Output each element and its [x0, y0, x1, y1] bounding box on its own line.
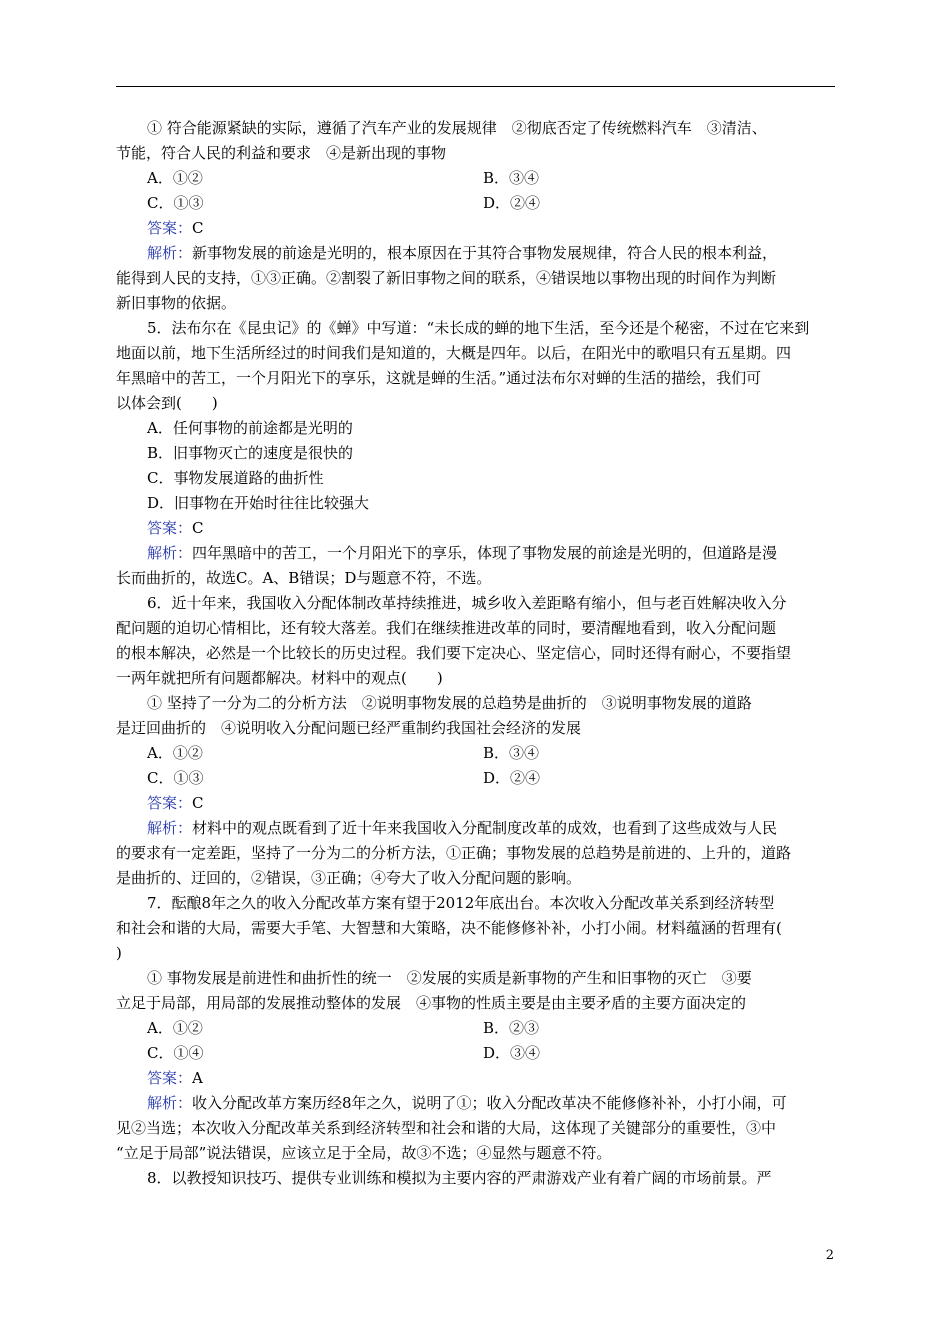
- text-line: ): [116, 944, 122, 962]
- option-right: B．③④: [483, 744, 540, 762]
- analysis-line: [116, 541, 836, 566]
- analysis-line: [116, 241, 836, 266]
- options-row: [116, 1016, 836, 1041]
- answer-label: 答案：: [147, 519, 193, 537]
- text-line: 年黑暗中的苦工，一个月阳光下的享乐，这就是蝉的生活。”通过法布尔对蝉的生活的描绘，我们可: [116, 369, 762, 387]
- text-line: 立足于局部，用局部的发展推动整体的发展 ④事物的性质主要是由主要矛盾的主要方面决定的: [116, 994, 747, 1012]
- text-line: 的根本解决，必然是一个比较长的历史过程。我们要下定决心、坚定信心，同时还得有耐心，不要指望: [116, 644, 792, 662]
- analysis-label: 解析：: [147, 244, 193, 262]
- analysis-line: [116, 1091, 836, 1116]
- text-line: 8．以教授知识技巧、提供专业训练和模拟为主要内容的严肃游戏产业有着广阔的市场前景。严: [147, 1169, 772, 1187]
- analysis-label: 解析：: [147, 819, 193, 837]
- text-line: 是曲折的、迂回的，②错误，③正确；④夸大了收入分配问题的影响。: [116, 869, 582, 887]
- text-line: ① 符合能源紧缺的实际，遵循了汽车产业的发展规律 ②彻底否定了传统燃料汽车 ③清洁、: [147, 119, 767, 137]
- text-line: C．事物发展道路的曲折性: [147, 469, 324, 487]
- analysis-text: 四年黑暗中的苦工，一个月阳光下的享乐，体现了事物发展的前途是光明的，但道路是漫: [192, 544, 778, 562]
- analysis-text: 新事物发展的前途是光明的，根本原因在于其符合事物发展规律，符合人民的根本利益，: [192, 244, 778, 262]
- answer-line: [116, 216, 836, 241]
- option-left: C．①③: [147, 769, 204, 787]
- text-line: 能得到人民的支持，①③正确。②割裂了新旧事物之间的联系，④错误地以事物出现的时间作为判断: [116, 269, 777, 287]
- text-line: 节能，符合人民的利益和要求 ④是新出现的事物: [116, 144, 447, 162]
- option-left: A．①②: [147, 1019, 203, 1037]
- analysis-label: 解析：: [147, 1094, 193, 1112]
- text-line: A．任何事物的前途都是光明的: [147, 419, 353, 437]
- option-right: D．②④: [483, 769, 541, 787]
- text-line: 一两年就把所有问题都解决。材料中的观点( ): [116, 669, 443, 687]
- answer-line: [116, 791, 836, 816]
- options-row: [116, 741, 836, 766]
- text-line: 6．近十年来，我国收入分配体制改革持续推进，城乡收入差距略有缩小，但与老百姓解决收入分: [147, 594, 787, 612]
- text-line: 地面以前，地下生活所经过的时间我们是知道的，大概是四年。以后，在阳光中的歌唱只有五星期。四: [116, 344, 792, 362]
- answer-label: 答案：: [147, 1069, 193, 1087]
- text-line: 是迂回曲折的 ④说明收入分配问题已经严重制约我国社会经济的发展: [116, 719, 582, 737]
- option-right: D．②④: [483, 194, 541, 212]
- text-line: 配问题的迫切心情相比，还有较大落差。我们在继续推进改革的同时，要清醒地看到，收入分配问题: [116, 619, 777, 637]
- text-line: 以体会到( ): [116, 394, 218, 412]
- answer-text: C: [192, 519, 204, 537]
- options-row: [116, 166, 836, 191]
- answer-line: [116, 1066, 836, 1091]
- answer-line: [116, 516, 836, 541]
- answer-text: C: [192, 219, 204, 237]
- text-line: ① 事物发展是前进性和曲折性的统一 ②发展的实质是新事物的产生和旧事物的灭亡 ③要: [147, 969, 752, 987]
- text-line: 7．酝酿8年之久的收入分配改革方案有望于2012年底出台。本次收入分配改革关系到经济转型: [147, 894, 775, 912]
- analysis-text: 材料中的观点既看到了近十年来我国收入分配制度改革的成效，也看到了这些成效与人民: [192, 819, 778, 837]
- option-right: D．③④: [483, 1044, 541, 1062]
- page-number: 2: [825, 1248, 834, 1263]
- option-left: A．①②: [147, 744, 203, 762]
- document-body: [116, 116, 836, 1191]
- option-left: C．①④: [147, 1044, 204, 1062]
- option-right: B．③④: [483, 169, 540, 187]
- text-line: D．旧事物在开始时往往比较强大: [147, 494, 370, 512]
- options-row: [116, 191, 836, 216]
- analysis-text: 收入分配改革方案历经8年之久，说明了①；收入分配改革决不能修修补补，小打小闹，可: [192, 1094, 787, 1112]
- answer-label: 答案：: [147, 794, 193, 812]
- answer-text: A: [192, 1069, 203, 1087]
- text-line: 新旧事物的依据。: [116, 294, 237, 312]
- text-line: 的要求有一定差距，坚持了一分为二的分析方法，①正确；事物发展的总趋势是前进的、上升的，道路: [116, 844, 792, 862]
- text-line: 见②当选；本次收入分配改革关系到经济转型和社会和谐的大局，这体现了关键部分的重要性，③中: [116, 1119, 777, 1137]
- text-line: B．旧事物灭亡的速度是很快的: [147, 444, 354, 462]
- option-left: C．①③: [147, 194, 204, 212]
- options-row: [116, 766, 836, 791]
- analysis-line: [116, 816, 836, 841]
- header-rule: [116, 86, 835, 87]
- answer-text: C: [192, 794, 204, 812]
- text-line: ① 坚持了一分为二的分析方法 ②说明事物发展的总趋势是曲折的 ③说明事物发展的道路: [147, 694, 752, 712]
- text-line: “立足于局部”说法错误，应该立足于全局，故③不选；④显然与题意不符。: [116, 1144, 612, 1162]
- option-left: A．①②: [147, 169, 203, 187]
- text-line: 5．法布尔在《昆虫记》的《蝉》中写道：“未长成的蝉的地下生活，至今还是个秘密，不过在它来到: [147, 319, 810, 337]
- option-right: B．②③: [483, 1019, 540, 1037]
- text-line: 和社会和谐的大局，需要大手笔、大智慧和大策略，决不能修修补补，小打小闹。材料蕴涵的哲理有(: [116, 919, 782, 937]
- answer-label: 答案：: [147, 219, 193, 237]
- analysis-label: 解析：: [147, 544, 193, 562]
- text-line: 长而曲折的，故选C。A、B错误；D与题意不符，不选。: [116, 569, 492, 587]
- options-row: [116, 1041, 836, 1066]
